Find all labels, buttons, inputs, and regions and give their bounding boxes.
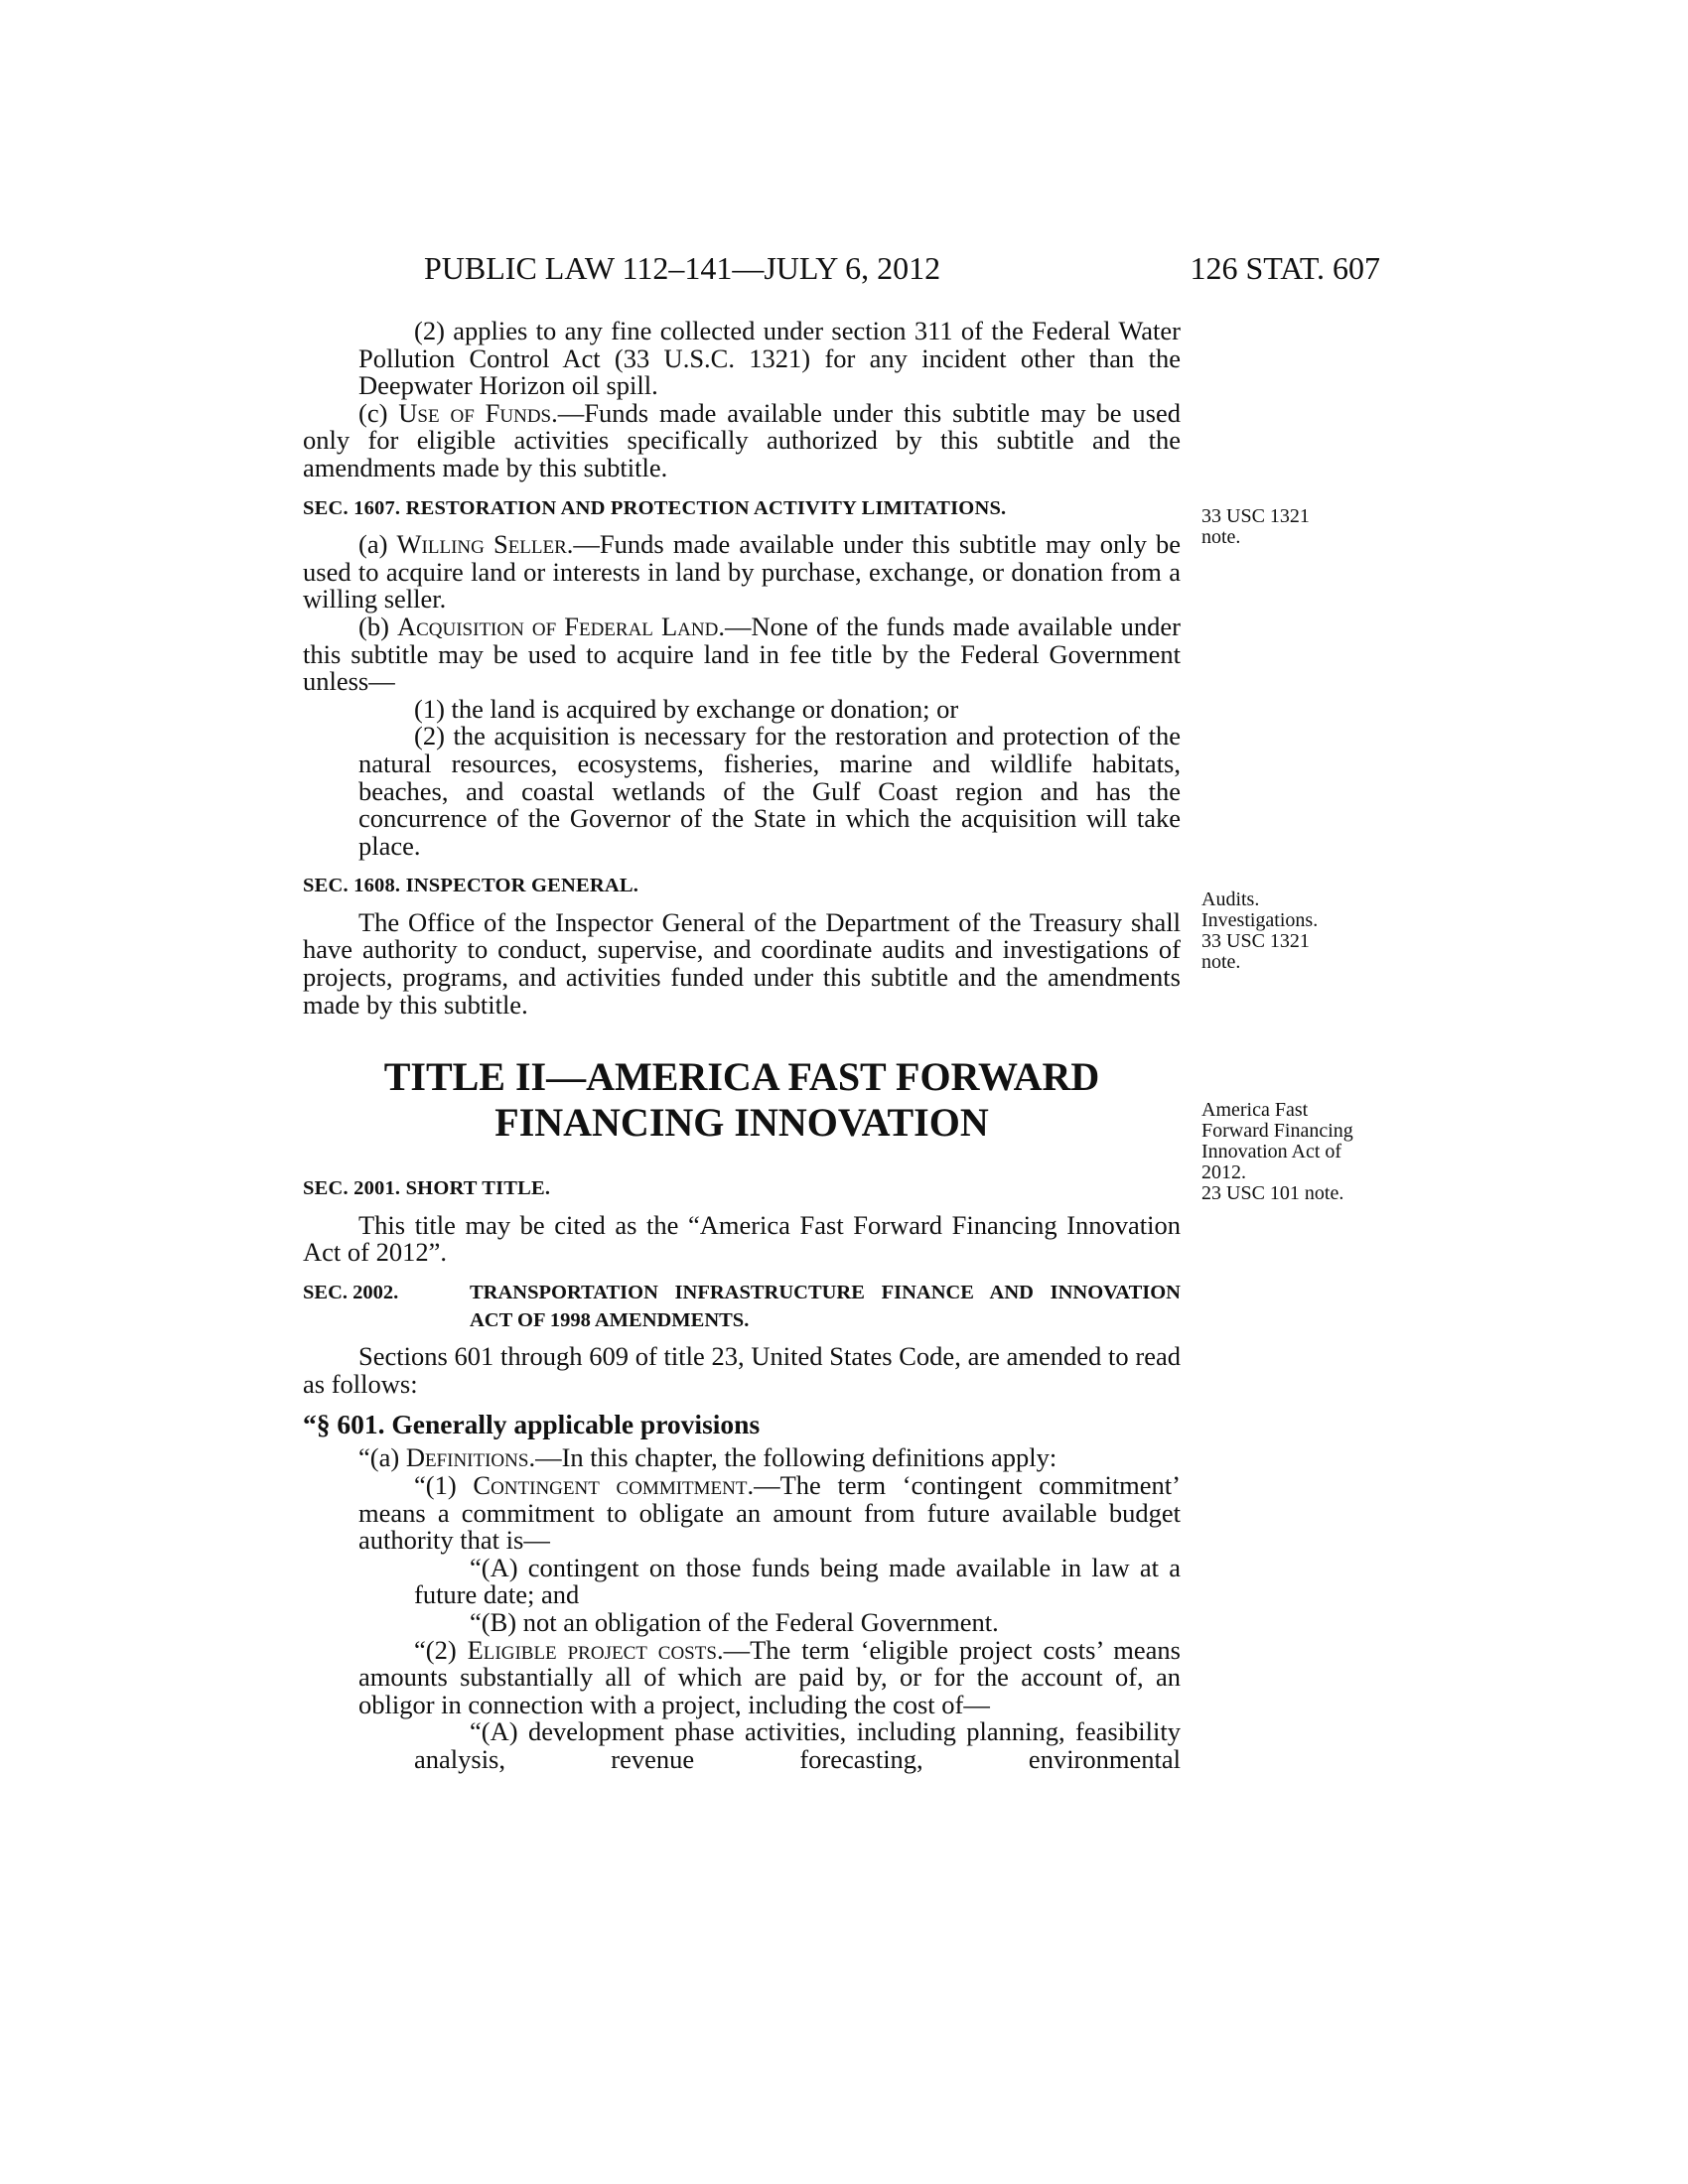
title-line-2: FINANCING INNOVATION bbox=[494, 1100, 989, 1146]
title-ii-heading bbox=[303, 1054, 1181, 1146]
running-head-title: PUBLIC LAW 112–141—JULY 6, 2012 bbox=[424, 250, 941, 286]
paragraph-a-willing-seller bbox=[303, 531, 1181, 614]
section-2002-heading bbox=[303, 1280, 1181, 1334]
paragraph-c-use-of-funds bbox=[303, 397, 1181, 482]
section-1607-heading: SEC. 1607. RESTORATION AND PROTECTION ACTIVITY LIMITATIONS. bbox=[303, 496, 1007, 519]
margin-note-line: Audits. bbox=[1201, 888, 1260, 910]
paragraph-2-acquisition-necessary: (2) the acquisition is necessary for the restoration and protection of the natural resources, ecosystems, fisheries, marine and wildlife habitats, beaches, and coastal wetlands of the Gulf Coast region and has the concurrence of the Governor of the State in which the acquisition will take place. bbox=[358, 721, 1181, 861]
paragraph-label: “(a) bbox=[358, 1442, 406, 1473]
paragraph-short-title: This title may be cited as the “America Fast Forward Financing Innovation Act of 2012”. bbox=[303, 1209, 1181, 1268]
paragraph-label: “(1) bbox=[414, 1470, 474, 1500]
paragraph-a-definitions bbox=[303, 1444, 1181, 1472]
paragraph-1-contingent-commitment bbox=[303, 1472, 1181, 1555]
paragraph-inspector-general: The Office of the Inspector General of the Department of the Treasury shall have authority to conduct, supervise, and coordinate audits and investigations of projects, programs, and activities funded under this subtitle and the amendments made by this subtitle. bbox=[303, 906, 1181, 1020]
margin-note-line: 33 USC 1321 note. bbox=[1201, 930, 1310, 973]
paragraph-term: Eligible project costs bbox=[467, 1634, 717, 1665]
paragraph-B-not-obligation: “(B) not an obligation of the Federal Government. bbox=[470, 1606, 999, 1637]
paragraph-term: Definitions bbox=[405, 1442, 529, 1473]
paragraph-2-eligible-project-costs bbox=[303, 1634, 1181, 1719]
paragraph-label: “(2) bbox=[414, 1634, 468, 1665]
margin-note-title-ii bbox=[1201, 1100, 1380, 1204]
paragraph-text: .—The term ‘contingent commitment’ means a commitment to obligate an amount from future available budget authority that is— bbox=[358, 1470, 1181, 1556]
paragraph-term: Contingent commitment bbox=[473, 1470, 748, 1500]
title-line-1: TITLE II—AMERICA FAST FORWARD bbox=[383, 1054, 1100, 1100]
page-header bbox=[298, 250, 1380, 294]
section-1608-heading: SEC. 1608. INSPECTOR GENERAL. bbox=[303, 875, 639, 897]
paragraph-sections-amended: Sections 601 through 609 of title 23, United States Code, are amended to read as follows: bbox=[303, 1341, 1181, 1399]
section-601-heading: “§ 601. Generally applicable provisions bbox=[303, 1409, 761, 1440]
margin-note-1607: 33 USC 1321 note. bbox=[1201, 505, 1310, 548]
margin-note-line: America Fast Forward Financing Innovation Act of 2012. bbox=[1201, 1099, 1353, 1183]
paragraph-1-exchange: (1) the land is acquired by exchange or donation; or bbox=[414, 693, 959, 724]
paragraph-term: Use of Funds bbox=[398, 397, 552, 428]
paragraph-b-acquisition bbox=[303, 611, 1181, 697]
section-2001-heading: SEC. 2001. SHORT TITLE. bbox=[303, 1177, 551, 1200]
margin-note-line: 23 USC 101 note. bbox=[1201, 1182, 1344, 1204]
paragraph-text: .—None of the funds made available under this subtitle may be used to acquire land in fee title by the Federal Government unless— bbox=[303, 611, 1181, 697]
paragraph-text: .—The term ‘eligible project costs’ means amounts substantially all of which are paid by, or for the account of, an obligor in connection with a project, including the cost of— bbox=[358, 1634, 1181, 1719]
paragraph-text: .—In this chapter, the following definitions apply: bbox=[528, 1442, 1057, 1473]
paragraph-label: (a) bbox=[358, 529, 397, 560]
paragraph-label: (c) bbox=[358, 397, 399, 428]
paragraph-A-contingent: “(A) contingent on those funds being made available in law at a future date; and bbox=[414, 1552, 1181, 1610]
page-citation: 126 STAT. 607 bbox=[1190, 250, 1380, 286]
paragraph-term: Willing Seller bbox=[396, 529, 567, 560]
margin-note-1608 bbox=[1201, 889, 1360, 973]
paragraph-term: Acquisition of Federal Land bbox=[396, 611, 719, 641]
paragraph-2-applies: (2) applies to any fine collected under section 311 of the Federal Water Pollution Control Act (33 U.S.C. 1321) for any incident other than the Deepwater Horizon oil spill. bbox=[358, 316, 1181, 401]
margin-note-line: Investigations. bbox=[1201, 909, 1319, 931]
paragraph-text: .—Funds made available under this subtitle may be used only for eligible activities specifically authorized by this subtitle and the amendments made by this subtitle. bbox=[303, 397, 1181, 482]
paragraph-A-development-phase: “(A) development phase activities, including planning, feasibility analysis, revenue forecasting, environmental bbox=[414, 1716, 1181, 1774]
section-number: SEC. 2002. bbox=[303, 1282, 399, 1304]
paragraph-text: .—Funds made available under this subtitle may only be used to acquire land or interests in land by purchase, exchange, or donation from a willing seller. bbox=[303, 529, 1181, 614]
paragraph-label: (b) bbox=[358, 611, 397, 641]
section-title: TRANSPORTATION INFRASTRUCTURE FINANCE AND INNOVATION ACT OF 1998 AMENDMENTS. bbox=[470, 1282, 1181, 1331]
document-body bbox=[303, 318, 1181, 1774]
